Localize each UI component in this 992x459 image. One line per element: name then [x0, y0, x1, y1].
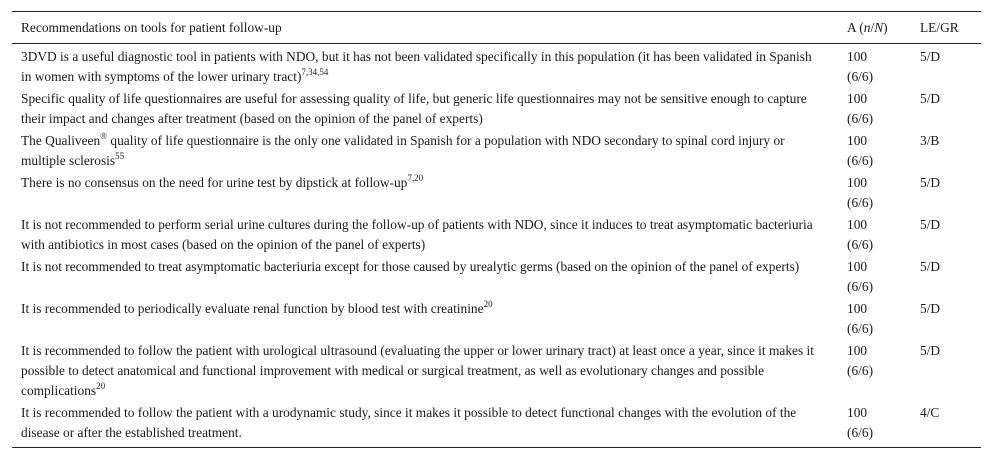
- recommendation-text: The Qualiveen® quality of life questionnaire is the only one validated in Spanish for a population with NDO secondary to spinal cord injury or multiple sclerosis$^{55}$: [21, 130, 785, 168]
- reference-superscript: 20: [483, 298, 493, 309]
- table-row: [12, 403, 981, 448]
- recommendation-text: It is not recommended to perform serial urine cultures during the follow-up of patients with NDO, since it induces to treat asymptomatic bacteriuria with antibiotics in most cases (based on the opinion of the panel of experts): [21, 217, 813, 252]
- level-grade-cell: 5/D: [920, 217, 941, 232]
- table-row: [12, 131, 981, 173]
- level-grade-cell: 3/B: [920, 133, 940, 148]
- agreement-cell: 100 (6/6): [847, 49, 874, 84]
- table-row: [12, 215, 981, 257]
- recommendation-text: It is recommended to follow the patient with urological ultrasound (evaluating the upper or lower urinary tract) at least once a year, since it makes it possible to detect anatomical and functional improvement with medical or surgical treatment, as well as evolutionary changes and possible complications$^{20}$: [21, 343, 814, 398]
- table-row: [12, 299, 981, 341]
- header-level-grade: LE/GR: [920, 19, 959, 35]
- reference-superscript: 20: [96, 380, 106, 391]
- level-grade-cell: 5/D: [920, 175, 941, 190]
- recommendation-text: 3DVD is a useful diagnostic tool in patients with NDO, but it has not been validated specifically in this population (it has been validated in Spanish in women with symptoms of the lower urinary tract)$^{7,34,54}$: [21, 49, 812, 84]
- agreement-cell: 100 (6/6): [847, 217, 874, 252]
- table-row: [12, 44, 981, 90]
- header-agreement: A (n/N): [847, 19, 888, 35]
- agreement-cell: 100 (6/6): [847, 301, 874, 336]
- reference-superscript: 7,20: [407, 172, 424, 183]
- level-grade-cell: 5/D: [920, 301, 941, 316]
- level-grade-cell: 5/D: [920, 259, 941, 274]
- recommendation-text: It is recommended to follow the patient with a urodynamic study, since it makes it possible to detect functional changes with the evolution of the disease or after the established treatment.: [21, 405, 797, 440]
- table-row: [12, 341, 981, 403]
- agreement-cell: 100 (6/6): [847, 343, 874, 378]
- table-row: [12, 257, 981, 299]
- level-grade-cell: 5/D: [920, 343, 941, 358]
- reference-superscript: 55: [115, 150, 125, 161]
- recommendation-text: There is no consensus on the need for urine test by dipstick at follow-up$^{7,20}$: [21, 172, 424, 190]
- table-header-row: [12, 12, 981, 44]
- recommendation-text: Specific quality of life questionnaires are useful for assessing quality of life, but generic life questionnaires may not be sensitive enough to capture their impact and changes after treatment (based on the opinion of the panel of experts): [21, 91, 807, 126]
- table-row: [12, 89, 981, 131]
- header-recommendations: Recommendations on tools for patient follow-up: [21, 19, 282, 35]
- agreement-cell: 100 (6/6): [847, 405, 874, 440]
- level-grade-cell: 5/D: [920, 91, 941, 106]
- recommendations-table: [12, 11, 981, 448]
- table-row: [12, 173, 981, 215]
- agreement-cell: 100 (6/6): [847, 133, 874, 168]
- registered-mark: ®: [100, 130, 108, 141]
- recommendation-text: It is not recommended to treat asymptomatic bacteriuria except for those caused by urealytic germs (based on the opinion of the panel of experts): [21, 259, 800, 274]
- recommendation-text: It is recommended to periodically evaluate renal function by blood test with creatinine$^{20}$: [21, 298, 493, 316]
- level-grade-cell: 5/D: [920, 49, 941, 64]
- agreement-cell: 100 (6/6): [847, 91, 874, 126]
- agreement-cell: 100 (6/6): [847, 175, 874, 210]
- agreement-cell: 100 (6/6): [847, 259, 874, 294]
- level-grade-cell: 4/C: [920, 405, 940, 420]
- reference-superscript: 7,34,54: [301, 66, 329, 77]
- recommendations-table-container: [12, 11, 981, 448]
